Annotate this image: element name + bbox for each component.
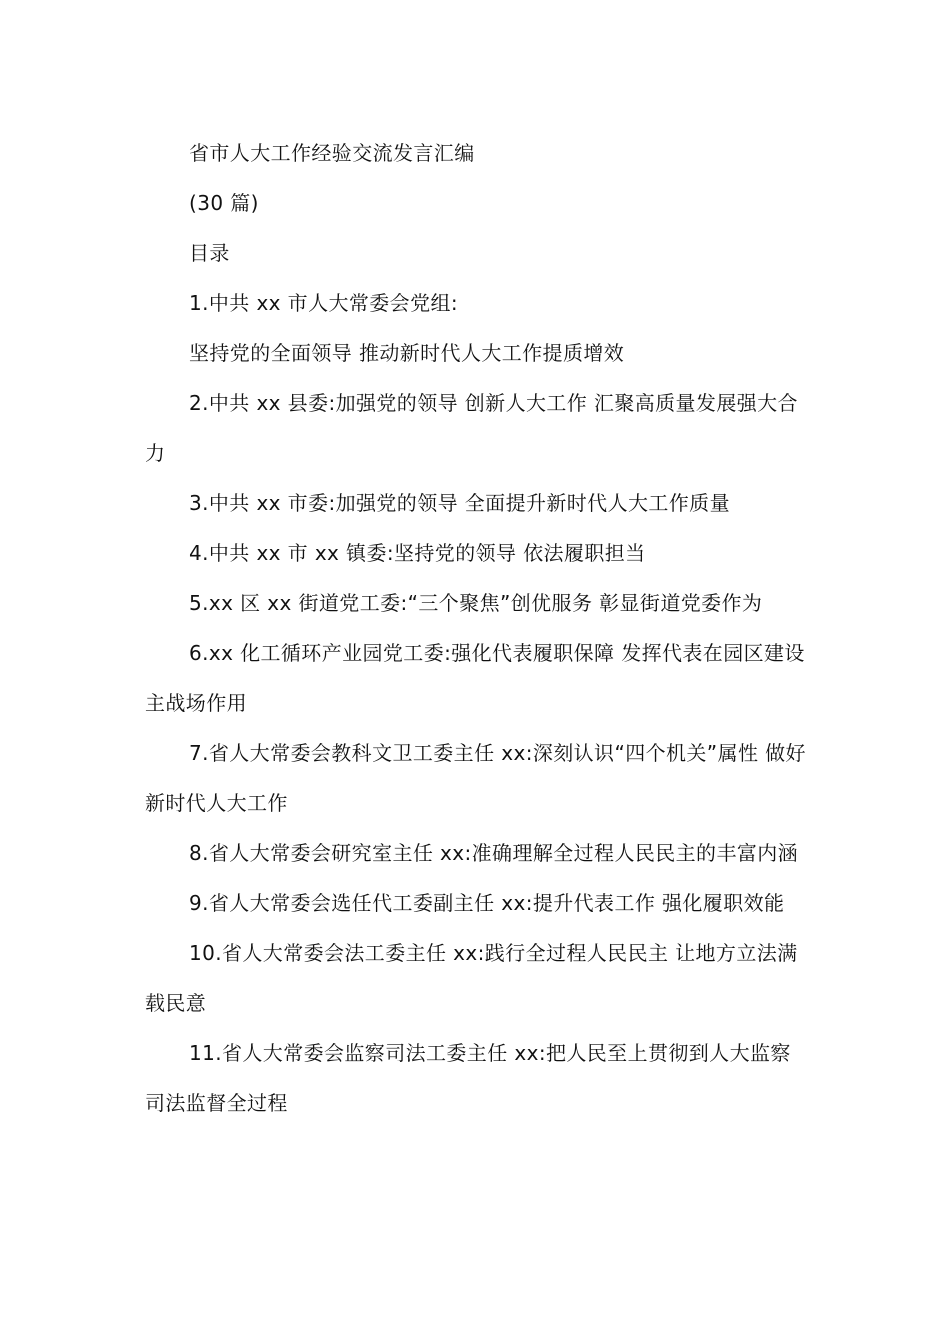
toc-entry: 1.中共 xx 市人大常委会党组:: [189, 291, 459, 315]
document-title: 省市人大工作经验交流发言汇编: [189, 141, 475, 165]
toc-entry: 4.中共 xx 市 xx 镇委:坚持党的领导 依法履职担当: [189, 541, 646, 565]
toc-entry: 8.省人大常委会研究室主任 xx:准确理解全过程人民民主的丰富内涵: [189, 841, 799, 865]
toc-entry: 6.xx 化工循环产业园党工委:强化代表履职保障 发挥代表在园区建设主战场作用: [145, 641, 805, 715]
toc-entry: 10.省人大常委会法工委主任 xx:践行全过程人民民主 让地方立法满载民意: [145, 941, 798, 1015]
document-body: [145, 128, 810, 1128]
toc-entry: 5.xx 区 xx 街道党工委:“三个聚焦”创优服务 彰显街道党委作为: [189, 591, 763, 615]
toc-entry: 7.省人大常委会教科文卫工委主任 xx:深刻认识“四个机关”属性 做好新时代人大工作: [145, 741, 806, 815]
toc-entry: 9.省人大常委会选任代工委副主任 xx:提升代表工作 强化履职效能: [189, 891, 785, 915]
toc-entry: 3.中共 xx 市委:加强党的领导 全面提升新时代人大工作质量: [189, 491, 730, 515]
toc-heading: 目录: [189, 241, 230, 265]
article-count: (30 篇): [189, 191, 259, 215]
toc-entry: 2.中共 xx 县委:加强党的领导 创新人大工作 汇聚高质量发展强大合力: [145, 391, 798, 465]
toc-entry: 坚持党的全面领导 推动新时代人大工作提质增效: [189, 341, 625, 365]
toc-entry: 11.省人大常委会监察司法工委主任 xx:把人民至上贯彻到人大监察司法监督全过程: [145, 1041, 791, 1115]
